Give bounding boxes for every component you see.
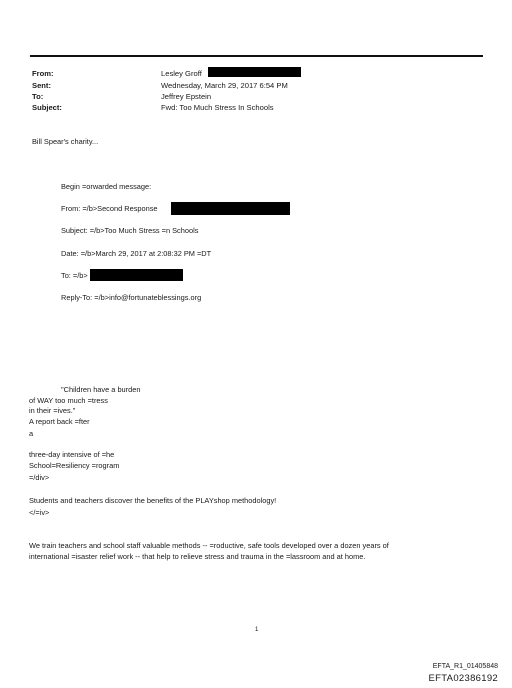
students-line: Students and teachers discover the benefits of the PLAYshop methodology! bbox=[29, 496, 277, 505]
forward-reply-to: Reply-To: =/b>info@fortunateblessings.org bbox=[61, 293, 202, 302]
train-line: We train teachers and school staff valuable methods -- =roductive, safe tools developed over a dozen years of bbox=[29, 541, 389, 550]
sent-label: Sent: bbox=[32, 81, 51, 90]
quote-line: "Children have a burden bbox=[61, 385, 141, 394]
forward-subject: Subject: =/b>Too Much Stress =n Schools bbox=[61, 226, 199, 235]
page-number: 1 bbox=[255, 627, 259, 633]
quote-line: three-day intensive of =he bbox=[29, 450, 115, 459]
div-close-line: </=iv> bbox=[29, 508, 50, 517]
from-label: From: bbox=[32, 69, 54, 78]
quote-line: of WAY too much =tress bbox=[29, 396, 108, 405]
quote-line: A report back =fter bbox=[29, 417, 90, 426]
footer-id-large: EFTA02386192 bbox=[428, 673, 498, 684]
intro-line: Bill Spear's charity... bbox=[32, 137, 99, 146]
subject-value: Fwd: Too Much Stress In Schools bbox=[161, 103, 274, 112]
forward-to: To: =/b> bbox=[61, 271, 88, 280]
redaction-block bbox=[90, 269, 183, 281]
train-line: international =isaster relief work -- that help to relieve stress and trauma in the =lassroom and at home. bbox=[29, 552, 366, 561]
quote-line: School=Resiliency =rogram bbox=[29, 461, 120, 470]
quote-line: =/div> bbox=[29, 473, 50, 482]
quote-line: a bbox=[29, 429, 34, 438]
header-rule bbox=[30, 55, 483, 57]
sent-value: Wednesday, March 29, 2017 6:54 PM bbox=[161, 81, 288, 90]
to-value: Jeffrey Epstein bbox=[161, 92, 212, 101]
forward-begin: Begin =orwarded message: bbox=[61, 182, 152, 191]
quote-line: in their =ives." bbox=[29, 406, 76, 415]
forward-from: From: =/b>Second Response bbox=[61, 204, 158, 213]
redaction-block bbox=[208, 67, 301, 77]
redaction-block bbox=[171, 202, 290, 215]
footer-id-small: EFTA_R1_01405848 bbox=[432, 663, 498, 670]
from-value: Lesley Groff bbox=[161, 69, 202, 78]
to-label: To: bbox=[32, 92, 44, 101]
forward-date: Date: =/b>March 29, 2017 at 2:08:32 PM =DT bbox=[61, 249, 212, 258]
subject-label: Subject: bbox=[32, 103, 62, 112]
